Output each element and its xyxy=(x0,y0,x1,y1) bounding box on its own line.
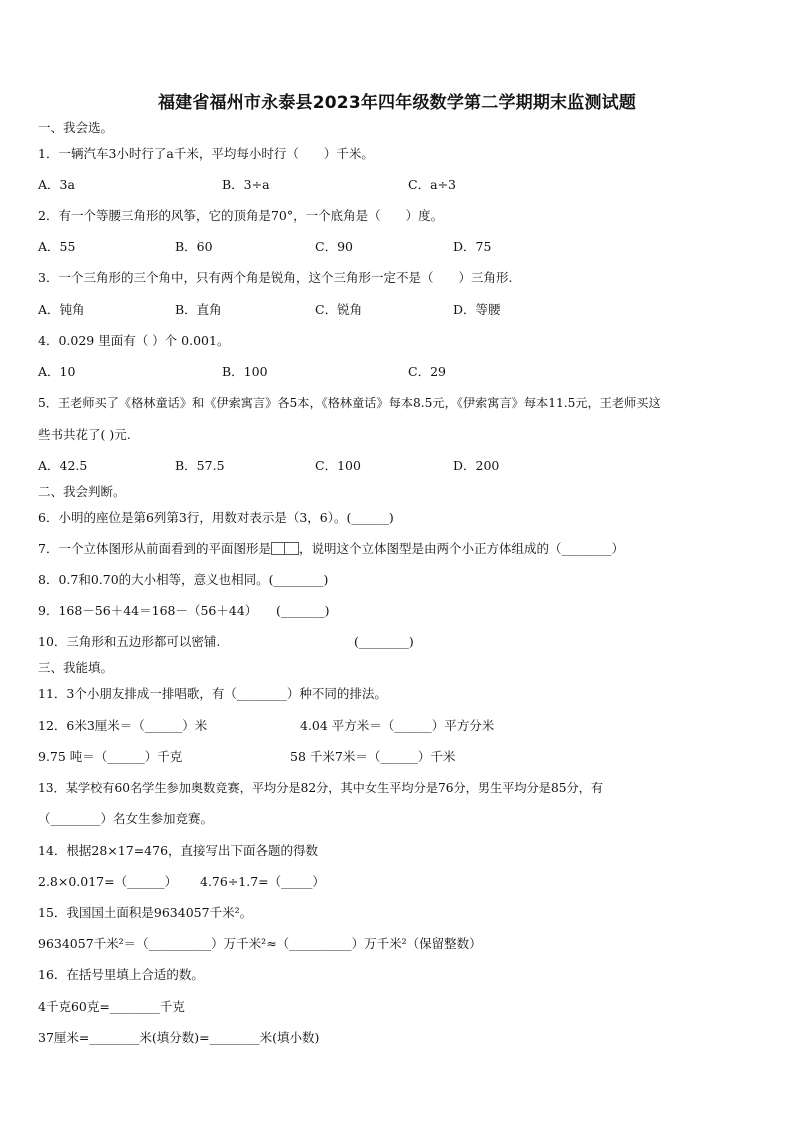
q5-option-c: C．100 xyxy=(315,458,361,473)
q3-option-d: D．等腰 xyxy=(453,302,501,317)
question-12-d: 58 千米7米＝（______）千米 xyxy=(290,749,456,764)
question-10: 10．三角形和五边形都可以密铺. xyxy=(38,634,221,649)
question-7-text-after: ，说明这个立体图型是由两个小正方体组成的（________） xyxy=(298,541,624,556)
question-9: 9．168－56＋44＝168－（56＋44） (_______) xyxy=(38,603,330,618)
question-4: 4．0.029 里面有（ ）个 0.001。 xyxy=(38,333,230,348)
q1-option-b: B．3÷a xyxy=(222,177,270,192)
q4-option-b: B．100 xyxy=(222,364,268,379)
q4-option-a: A．10 xyxy=(38,364,76,379)
q1-option-c: C．a÷3 xyxy=(408,177,456,192)
q2-option-b: B．60 xyxy=(175,239,213,254)
question-5-line-2: 些书共花了( )元. xyxy=(38,427,131,442)
question-13-line-1: 13．某学校有60名学生参加奥数竞赛，平均分是82分，其中女生平均分是76分，男生平均分是85分，有 xyxy=(38,781,604,795)
q5-option-d: D．200 xyxy=(453,458,500,473)
question-15-line-2: 9634057千米²＝（__________）万千米²≈（__________）万千米²（保留整数） xyxy=(38,936,482,951)
two-square-figure xyxy=(271,541,299,556)
question-13-line-2: （________）名女生参加竞赛。 xyxy=(38,811,214,826)
question-10-blank: (________) xyxy=(354,634,414,649)
q3-option-b: B．直角 xyxy=(175,302,222,317)
q3-option-c: C．锐角 xyxy=(315,302,363,317)
question-11: 11．3个小朋友排成一排唱歌，有（________）种不同的排法。 xyxy=(38,686,387,701)
question-1: 1．一辆汽车3小时行了a千米，平均每小时行（ ）千米。 xyxy=(38,146,374,161)
question-14-a: 2.8×0.017=（______） xyxy=(38,874,178,889)
question-6: 6．小明的座位是第6列第3行，用数对表示是（3，6）。(______) xyxy=(38,510,394,525)
question-3: 3．一个三角形的三个角中，只有两个角是锐角，这个三角形一定不是（ ）三角形. xyxy=(38,270,513,285)
question-8: 8．0.7和0.70的大小相等，意义也相同。(________) xyxy=(38,572,329,587)
question-12-a: 12．6米3厘米＝（______）米 xyxy=(38,718,208,733)
question-2: 2．有一个等腰三角形的风筝，它的顶角是70°，一个底角是（ ）度。 xyxy=(38,208,444,223)
q3-option-a: A．钝角 xyxy=(38,302,85,317)
q2-option-c: C．90 xyxy=(315,239,353,254)
question-12-c: 9.75 吨＝（______）千克 xyxy=(38,749,183,764)
section-heading-choice: 一、我会选。 xyxy=(38,120,114,135)
question-12-b: 4.04 平方米＝（______）平方分米 xyxy=(300,718,495,733)
q5-option-b: B．57.5 xyxy=(175,458,225,473)
q2-option-d: D．75 xyxy=(453,239,492,254)
question-16-b: 37厘米=________米(填分数)=________米(填小数) xyxy=(38,1030,320,1045)
question-14: 14．根据28×17=476，直接写出下面各题的得数 xyxy=(38,843,319,858)
square-right xyxy=(285,542,299,555)
question-14-b: 4.76÷1.7=（_____） xyxy=(200,874,325,889)
section-heading-judge: 二、我会判断。 xyxy=(38,484,126,499)
question-5-line-1: 5．王老师买了《格林童话》和《伊索寓言》各5本，《格林童话》每本8.5元，《伊索寓言》每本11.5元，王老师买这 xyxy=(38,396,661,410)
q4-option-c: C．29 xyxy=(408,364,446,379)
q2-option-a: A．55 xyxy=(38,239,76,254)
q5-option-a: A．42.5 xyxy=(38,458,88,473)
question-7 xyxy=(38,541,624,557)
square-left xyxy=(271,542,285,555)
question-16: 16．在括号里填上合适的数。 xyxy=(38,967,204,982)
page-title: 福建省福州市永泰县2023年四年级数学第二学期期末监测试题 xyxy=(157,93,637,113)
question-16-a: 4千克60克=________千克 xyxy=(38,999,185,1014)
section-heading-fill: 三、我能填。 xyxy=(38,660,114,675)
q1-option-a: A．3a xyxy=(38,177,75,192)
question-7-text-before: 7．一个立体图形从前面看到的平面图形是 xyxy=(38,541,271,556)
question-15: 15．我国国土面积是9634057千米²。 xyxy=(38,905,253,920)
